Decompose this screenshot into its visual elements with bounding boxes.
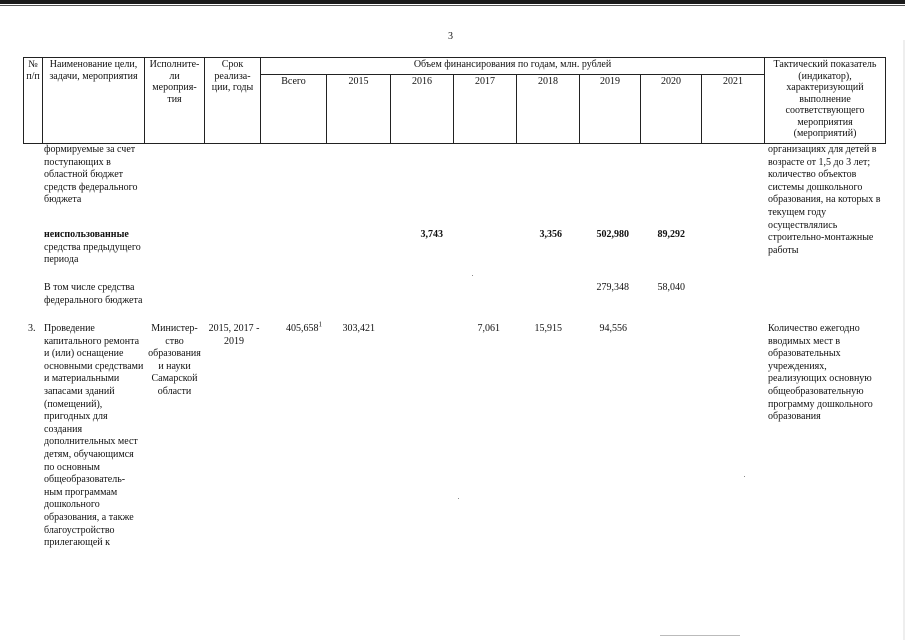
funding-table-header bbox=[23, 57, 886, 144]
header-funding: Объем финансирования по годам, млн. рублей bbox=[261, 58, 765, 75]
header-year-2021: 2021 bbox=[702, 74, 765, 143]
row-b-name bbox=[44, 229, 144, 267]
row-3-indicator: Количество ежегодно вводимых мест в образовательных учреждениях, реализующих основную общеобразовательную программу дошкольного образования bbox=[768, 323, 873, 423]
row-3-num: 3. bbox=[28, 323, 36, 334]
row-3-total-value: 405,658 bbox=[286, 323, 319, 334]
header-term: Срок реализа- ции, годы bbox=[205, 58, 261, 144]
scan-speck bbox=[458, 498, 459, 499]
row-c-2020: 58,040 bbox=[657, 282, 685, 293]
row-3-name: Проведение капитального ремонта и (или) оснащение основными средствами и материальными запасами зданий (помещений), пригодных для создания дополнительных мест детям, обучающимся по основным общеобразователь- ным программам дошкольного образования, а также благоустройство прилегающей к bbox=[44, 323, 144, 549]
header-year-2018: 2018 bbox=[517, 74, 580, 143]
row-b-2019: 502,980 bbox=[596, 229, 629, 240]
row-b-2018: 3,356 bbox=[539, 229, 562, 240]
row-b-name-bold: неиспользованные bbox=[44, 229, 129, 240]
top-rule-thin bbox=[0, 5, 905, 6]
row-c-2019: 279,348 bbox=[596, 282, 629, 293]
scan-speck bbox=[660, 635, 740, 636]
top-rule bbox=[0, 0, 905, 4]
header-year-2020: 2020 bbox=[641, 74, 702, 143]
row-3-total-footnote: 1 bbox=[318, 320, 322, 329]
header-num: № п/п bbox=[24, 58, 43, 144]
page-number: 3 bbox=[448, 31, 453, 42]
row-c-name: В том числе средства федерального бюджета bbox=[44, 282, 143, 306]
row-3-executor: Министер- ство образования и науки Самарской области bbox=[148, 323, 201, 397]
row-3-total bbox=[264, 320, 322, 336]
row-b-2016: 3,743 bbox=[420, 229, 443, 240]
header-executor: Исполните- ли мероприя- тия bbox=[145, 58, 205, 144]
row-b-2020: 89,292 bbox=[657, 229, 685, 240]
row-b-name-rest: средства предыдущего периода bbox=[44, 241, 141, 266]
header-year-2016: 2016 bbox=[391, 74, 454, 143]
row-a-name: формируемые за счет поступающих в областной бюджет средств федерального бюджета bbox=[44, 144, 138, 206]
header-year-total: Всего bbox=[261, 74, 327, 143]
header-year-2017: 2017 bbox=[454, 74, 517, 143]
header-year-2019: 2019 bbox=[580, 74, 641, 143]
row-3-term: 2015, 2017 - 2019 bbox=[208, 323, 260, 347]
scan-speck bbox=[744, 476, 745, 477]
header-name: Наименование цели, задачи, мероприятия bbox=[43, 58, 145, 144]
row-3-2019: 94,556 bbox=[599, 323, 627, 334]
scan-speck bbox=[472, 275, 473, 276]
row-3-2015: 303,421 bbox=[342, 323, 375, 334]
header-indicator: Тактический показатель (индикатор), характеризующий выполнение соответствующего мероприятия (мероприятий) bbox=[765, 58, 886, 144]
header-year-2015: 2015 bbox=[327, 74, 391, 143]
row-3-2017: 7,061 bbox=[477, 323, 500, 334]
row-3-2018: 15,915 bbox=[534, 323, 562, 334]
row-a-indicator: организациях для детей в возрасте от 1,5 до 3 лет; количество объектов системы дошкольного образования, на которых в текущем году осуществлялись строительно-монтажные работы bbox=[768, 144, 881, 256]
